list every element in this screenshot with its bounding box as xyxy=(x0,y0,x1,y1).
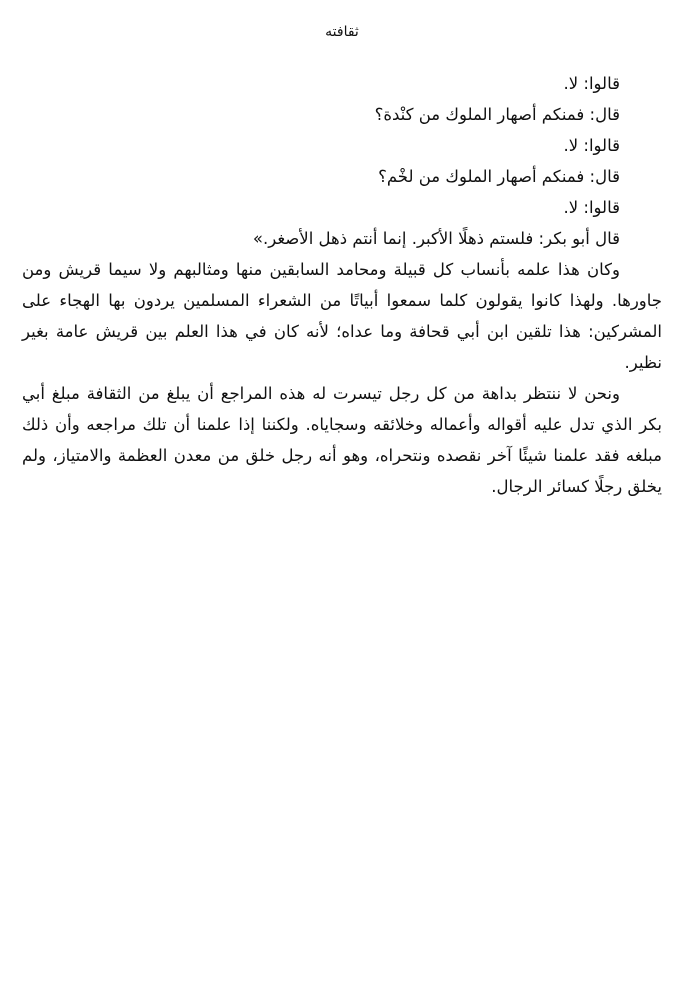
dialogue-line: قالوا: لا. xyxy=(563,198,620,217)
page-body xyxy=(22,68,662,502)
running-header: ثقافته xyxy=(325,24,359,40)
body-paragraph: ونحن لا ننتظر بداهة من كل رجل تيسرت له هذه المراجع أن يبلغ من الثقافة مبلغ أبي بكر الذي تدل عليه أقواله وأعماله وخلائقه وسجاياه. ولكننا إذا علمنا أن تلك مراجعه وأن ذلك مبلغه فقد علمنا شيئًا آخر نقصده ونتحراه، وهو أنه رجل خلق من معدن العظمة والامتياز، ولم يخلق رجلًا كسائر الرجال. xyxy=(22,384,662,496)
dialogue-line: قال أبو بكر: فلستم ذهلًا الأكبر. إنما أنتم ذهل الأصغر.» xyxy=(252,229,620,248)
dialogue-line: قال: فمنكم أصهار الملوك من لخْم؟ xyxy=(378,167,620,186)
body-paragraph: وكان هذا علمه بأنساب كل قبيلة ومحامد السابقين منها ومثالبهم ولا سيما قريش ومن جاورها. ولهذا كانوا يقولون كلما سمعوا أبياتًا من الشعراء المسلمين يردون بها الهجاء على المشركين: هذا تلقين ابن أبي قحافة وما عداه؛ لأنه كان في هذا العلم بين قريش عامة بغير نظير. xyxy=(22,260,662,372)
dialogue-line: قالوا: لا. xyxy=(563,74,620,93)
dialogue-line: قالوا: لا. xyxy=(563,136,620,155)
dialogue-line: قال: فمنكم أصهار الملوك من كنْدة؟ xyxy=(374,105,620,124)
